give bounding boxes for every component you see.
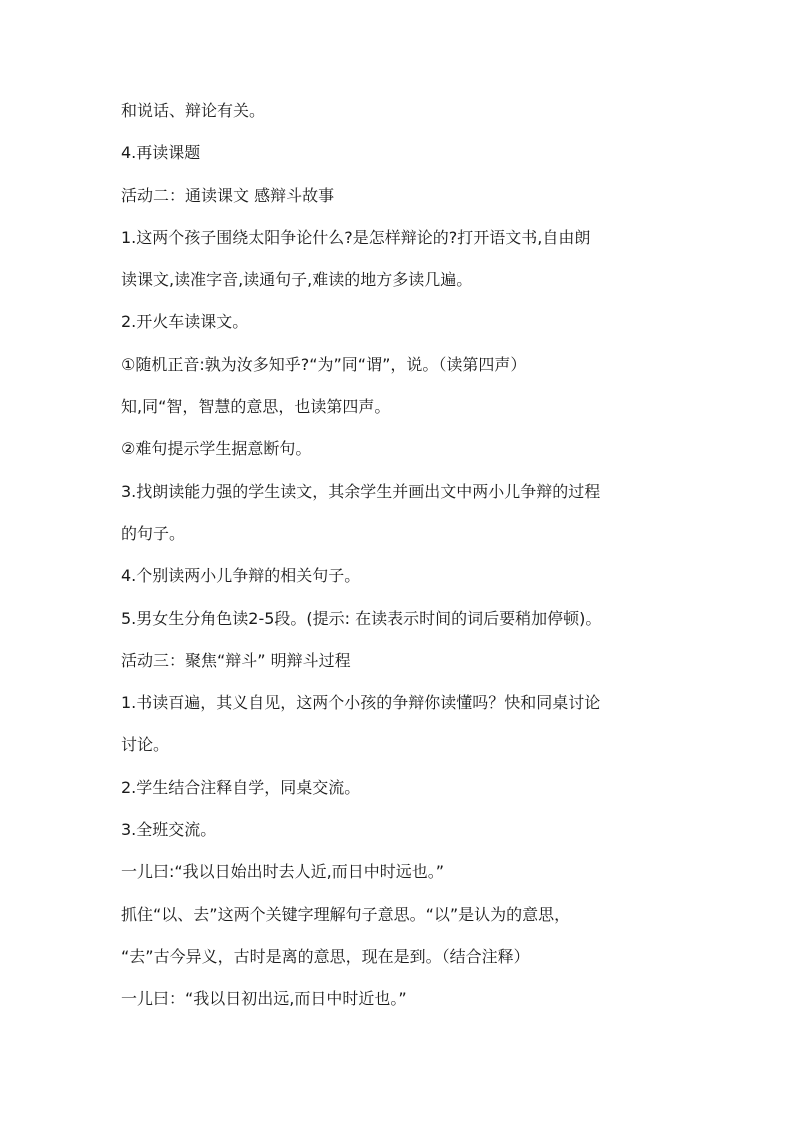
line-text: “去”古今异义，古时是离的意思，现在是到。（结合注释） bbox=[121, 946, 530, 966]
text-line bbox=[121, 735, 754, 755]
line-text: 5.男女生分角色读2-5段。(提示: 在读表示时间的词后要稍加停顿)。 bbox=[121, 608, 602, 628]
text-line bbox=[121, 143, 754, 163]
text-line bbox=[121, 524, 754, 544]
text-line bbox=[121, 862, 754, 882]
text-line bbox=[121, 609, 754, 629]
text-line bbox=[121, 312, 754, 332]
line-text: 2.开火车读课文。 bbox=[121, 312, 249, 332]
line-text: 活动二：通读课文 感辩斗故事 bbox=[121, 185, 335, 205]
text-line bbox=[121, 820, 754, 840]
line-text: 抓住“以、去”这两个关键字理解句子意思。“以”是认为的意思， bbox=[121, 904, 571, 924]
line-text: 4.再读课题 bbox=[121, 143, 201, 163]
text-line bbox=[121, 228, 754, 248]
line-text: 2.学生结合注释自学，同桌交流。 bbox=[121, 777, 361, 797]
line-text: 的句子。 bbox=[121, 523, 186, 543]
text-line bbox=[121, 397, 754, 417]
line-text: 1.书读百遍，其义自见，这两个小孩的争辩你读懂吗？快和同桌讨论 bbox=[121, 693, 601, 713]
text-line bbox=[121, 439, 754, 459]
line-text: 读课文,读准字音,读通句子,难读的地方多读几遍。 bbox=[121, 270, 473, 290]
line-text: 3.找朗读能力强的学生读文，其余学生并画出文中两小儿争辩的过程 bbox=[121, 481, 601, 501]
text-line bbox=[121, 186, 754, 206]
text-line bbox=[121, 989, 754, 1009]
line-text: 知,同“智，智慧的意思，也读第四声。 bbox=[121, 397, 391, 417]
line-text: ②难句提示学生据意断句。 bbox=[121, 439, 312, 459]
text-line bbox=[121, 693, 754, 713]
text-line bbox=[121, 566, 754, 586]
text-line bbox=[121, 905, 754, 925]
text-line bbox=[121, 355, 754, 375]
text-line bbox=[121, 947, 754, 967]
line-text: ①随机正音:孰为汝多知乎?“为”同“谓”，说。（读第四声） bbox=[121, 354, 527, 374]
line-text: 一儿曰：“我以日初出远,而日中时近也。” bbox=[121, 989, 407, 1009]
line-text: 一儿曰:“我以日始出时去人近,而日中时远也。” bbox=[121, 862, 445, 882]
text-line bbox=[121, 270, 754, 290]
text-line bbox=[121, 778, 754, 798]
line-text: 4.个别读两小儿争辩的相关句子。 bbox=[121, 566, 361, 586]
line-text: 活动三：聚焦“辩斗” 明辩斗过程 bbox=[121, 650, 351, 670]
line-text: 1.这两个孩子围绕太阳争论什么?是怎样辩论的?打开语文书,自由朗 bbox=[121, 227, 591, 247]
line-text: 3.全班交流。 bbox=[121, 820, 217, 840]
line-text: 讨论。 bbox=[121, 735, 170, 755]
text-line bbox=[121, 101, 754, 121]
text-line bbox=[121, 651, 754, 671]
line-text: 和说话、辩论有关。 bbox=[121, 101, 266, 120]
text-line bbox=[121, 482, 754, 502]
